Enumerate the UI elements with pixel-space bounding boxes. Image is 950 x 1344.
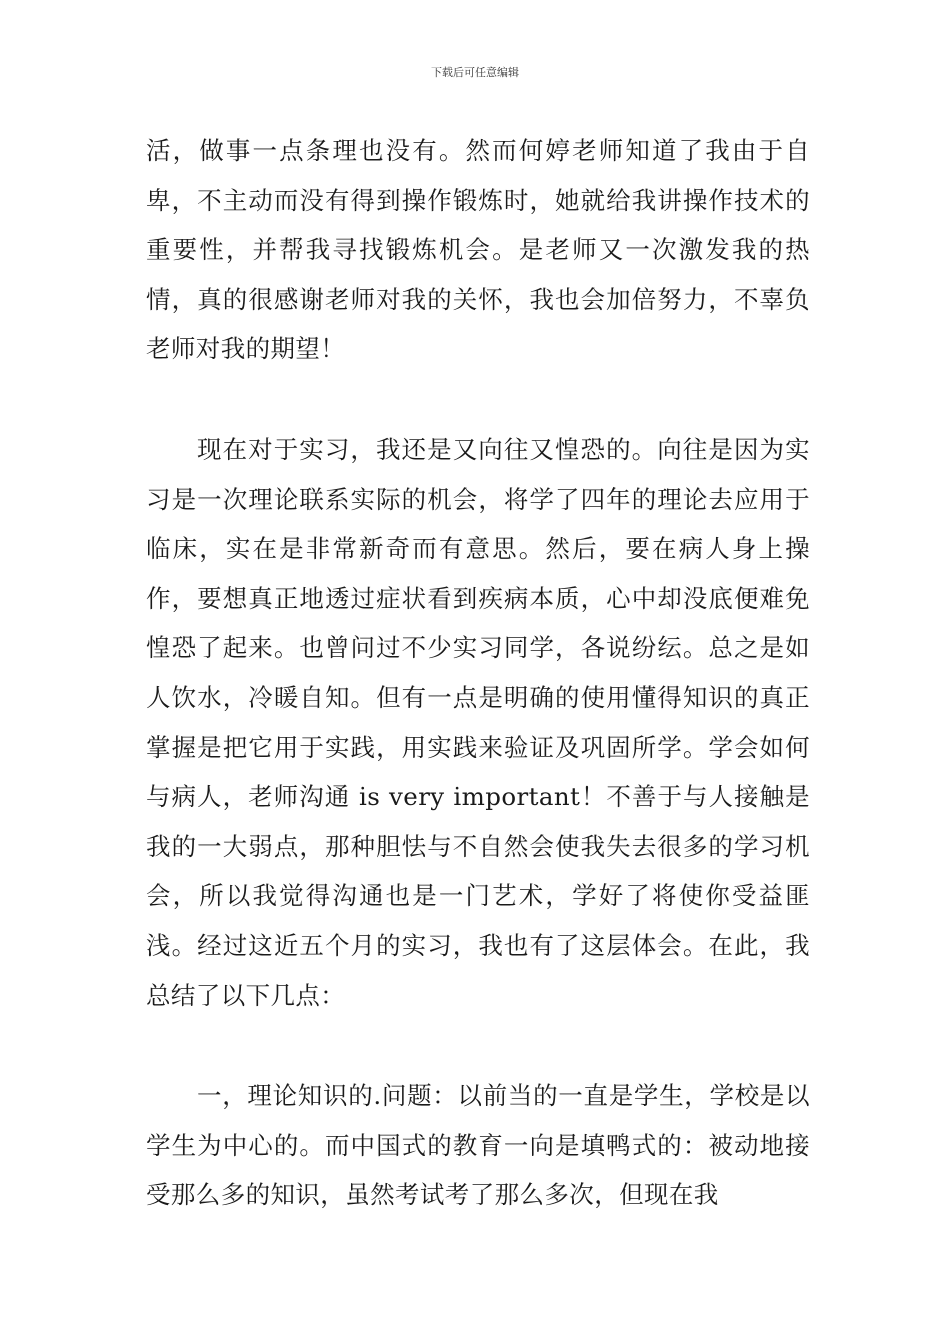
- body-paragraph-1: 活，做事一点条理也没有。然而何婷老师知道了我由于自卑，不主动而没有得到操作锻炼时，她就给我讲操作技术的重要性，并帮我寻找锻炼机会。是老师又一次激发我的热情，真的很感谢老师对我的关怀，我也会加倍努力，不辜负老师对我的期望！: [146, 136, 810, 364]
- body-paragraph-2: 现在对于实习，我还是又向往又惶恐的。向往是因为实习是一次理论联系实际的机会，将学了四年的理论去应用于临床，实在是非常新奇而有意思。然后，要在病人身上操作，要想真正地透过症状看到疾病本质，心中却没底便难免惶恐了起来。也曾问过不少实习同学，各说纷纭。总之是如人饮水，冷暖自知。但有一点是明确的使用懂得知识的真正掌握是把它用于实践，用实践来验证及巩固所学。学会如何与病人，老师沟通 is very important！不善于与人接触是我的一大弱点，那种胆怯与不自然会使我失去很多的学习机会，所以我觉得沟通也是一门艺术，学好了将使你受益匪浅。经过这近五个月的实习，我也有了这层体会。在此，我总结了以下几点：: [146, 435, 810, 1010]
- body-paragraph-3: 一，理论知识的.问题：以前当的一直是学生，学校是以学生为中心的。而中国式的教育一向是填鸭式的：被动地接受那么多的知识，虽然考试考了那么多次，但现在我: [146, 1081, 810, 1210]
- page-header-caption: 下载后可任意编辑: [431, 66, 519, 79]
